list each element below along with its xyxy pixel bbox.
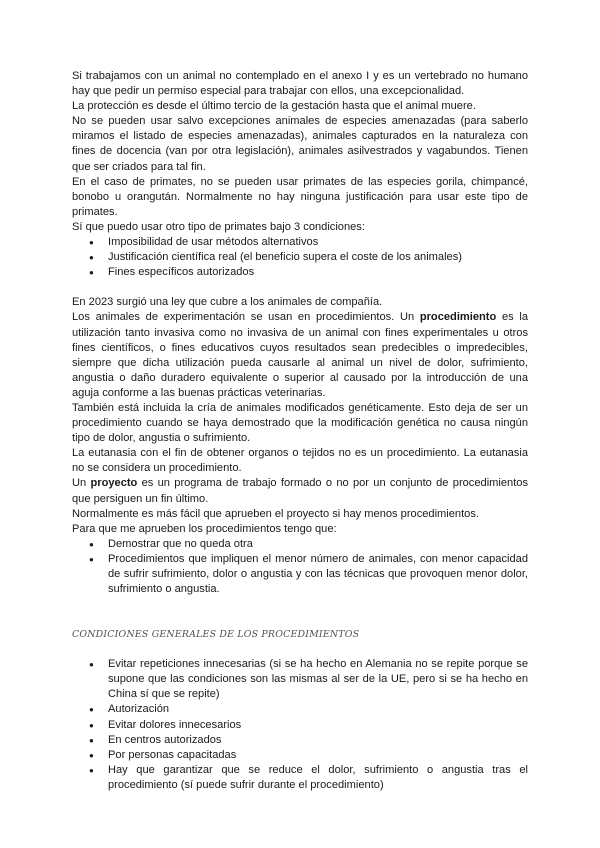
approval-list xyxy=(72,537,528,597)
paragraph-normalmente: Normalmente es más fácil que aprueben el proyecto si hay menos procedimientos. xyxy=(72,507,479,520)
list-item: ● Procedimientos que impliquen el menor número de animales, con menor capacidad de sufrir sufrimiento, dolor o angustia y con las técnicas que provoquen menor dolor, sufrimiento o angustia. xyxy=(72,552,528,597)
paragraph-proyecto-def xyxy=(72,476,528,506)
section-heading: CONDICIONES GENERALES DE LOS PROCEDIMIENTOS xyxy=(72,629,360,641)
list-item: ● Autorización xyxy=(72,702,528,717)
text-span: Los animales de experimentación se usan en procedimientos. Un xyxy=(72,311,420,324)
paragraph-2023: En 2023 surgió una ley que cubre a los animales de compañía. xyxy=(72,296,383,309)
list-item: ● Por personas capacitadas xyxy=(72,748,528,763)
term-procedimiento: procedimiento xyxy=(419,311,497,324)
list-item: ● Imposibilidad de usar métodos alternativos xyxy=(72,235,528,250)
paragraph-proteccion: La protección es desde el último tercio de la gestación hasta que el animal muere. xyxy=(72,100,476,113)
text-span: Un xyxy=(72,477,91,490)
document-page xyxy=(72,69,528,793)
paragraph-para-que: Para que me aprueben los procedimientos tengo que: xyxy=(72,522,337,535)
paragraph-anexo: Si trabajamos con un animal no contemplado en el anexo I y es un vertebrado no humano hay que pedir un permiso especial para trabajar con ellos, una excepcionalidad. xyxy=(72,70,528,98)
text-span: es la utilización tanto invasiva como no invasiva de un animal con fines experimentales u otros fines científicos, o fines educativos cuyos resultados sean predecibles o impredecibles, siempre que dicha utilización pueda causarle al animal un nivel de dolor, sufrimiento, angustia o daño duradero equivalente o superior al causado por la introducción de una aguja conforme a las buenas prácticas veterinarias. xyxy=(72,311,528,399)
list-item: ● Hay que garantizar que se reduce el dolor, sufrimiento o angustia tras el procedimiento (sí puede sufrir durante el procedimiento) xyxy=(72,763,528,793)
text-span: es un programa de trabajo formado o no por un conjunto de procedimientos que persiguen un fin último. xyxy=(72,477,528,505)
term-proyecto: proyecto xyxy=(90,477,138,490)
general-conditions-list xyxy=(72,657,528,793)
paragraph-modificados: También está incluida la cría de animales modificados genéticamente. Esto deja de ser un procedimiento cuando se haya demostrado que la modificación genética no causa ningún tipo de dolor, angustia o sufrimiento. xyxy=(72,401,528,445)
paragraph-condiciones-intro: Sí que puedo usar otro tipo de primates bajo 3 condiciones: xyxy=(72,220,365,233)
paragraph-especies: No se pueden usar salvo excepciones animales de especies amenazadas (para saberlo miramos el listado de especies amenazadas), animales capturados en la naturaleza con fines de docencia (van por otra legislación), animales asilvestrados y vagabundos. Tienen que ser criados para tal fin. xyxy=(72,115,528,173)
conditions-list xyxy=(72,235,528,280)
list-item: ● Justificación científica real (el beneficio supera el coste de los animales) xyxy=(72,250,528,265)
paragraph-primates: En el caso de primates, no se pueden usar primates de las especies gorila, chimpancé, bonobo u orangután. Normalmente no hay ninguna justificación para usar este tipo de primates. xyxy=(72,175,528,218)
paragraph-procedimiento-def xyxy=(72,310,528,401)
list-item: ● Evitar repeticiones innecesarias (si se ha hecho en Alemania no se repite porque se supone que las condiciones son las mismas al ser de la UE, pero si se ha hecho en China sí que se repite) xyxy=(72,657,528,702)
list-item: ● Evitar dolores innecesarios xyxy=(72,718,528,733)
list-item: ● En centros autorizados xyxy=(72,733,528,748)
list-item: ● Fines específicos autorizados xyxy=(72,265,528,280)
paragraph-eutanasia: La eutanasia con el fin de obtener organos o tejidos no es un procedimiento. La eutanasia no se considera un procedimiento. xyxy=(72,447,528,475)
list-item: ● Demostrar que no queda otra xyxy=(72,537,528,552)
